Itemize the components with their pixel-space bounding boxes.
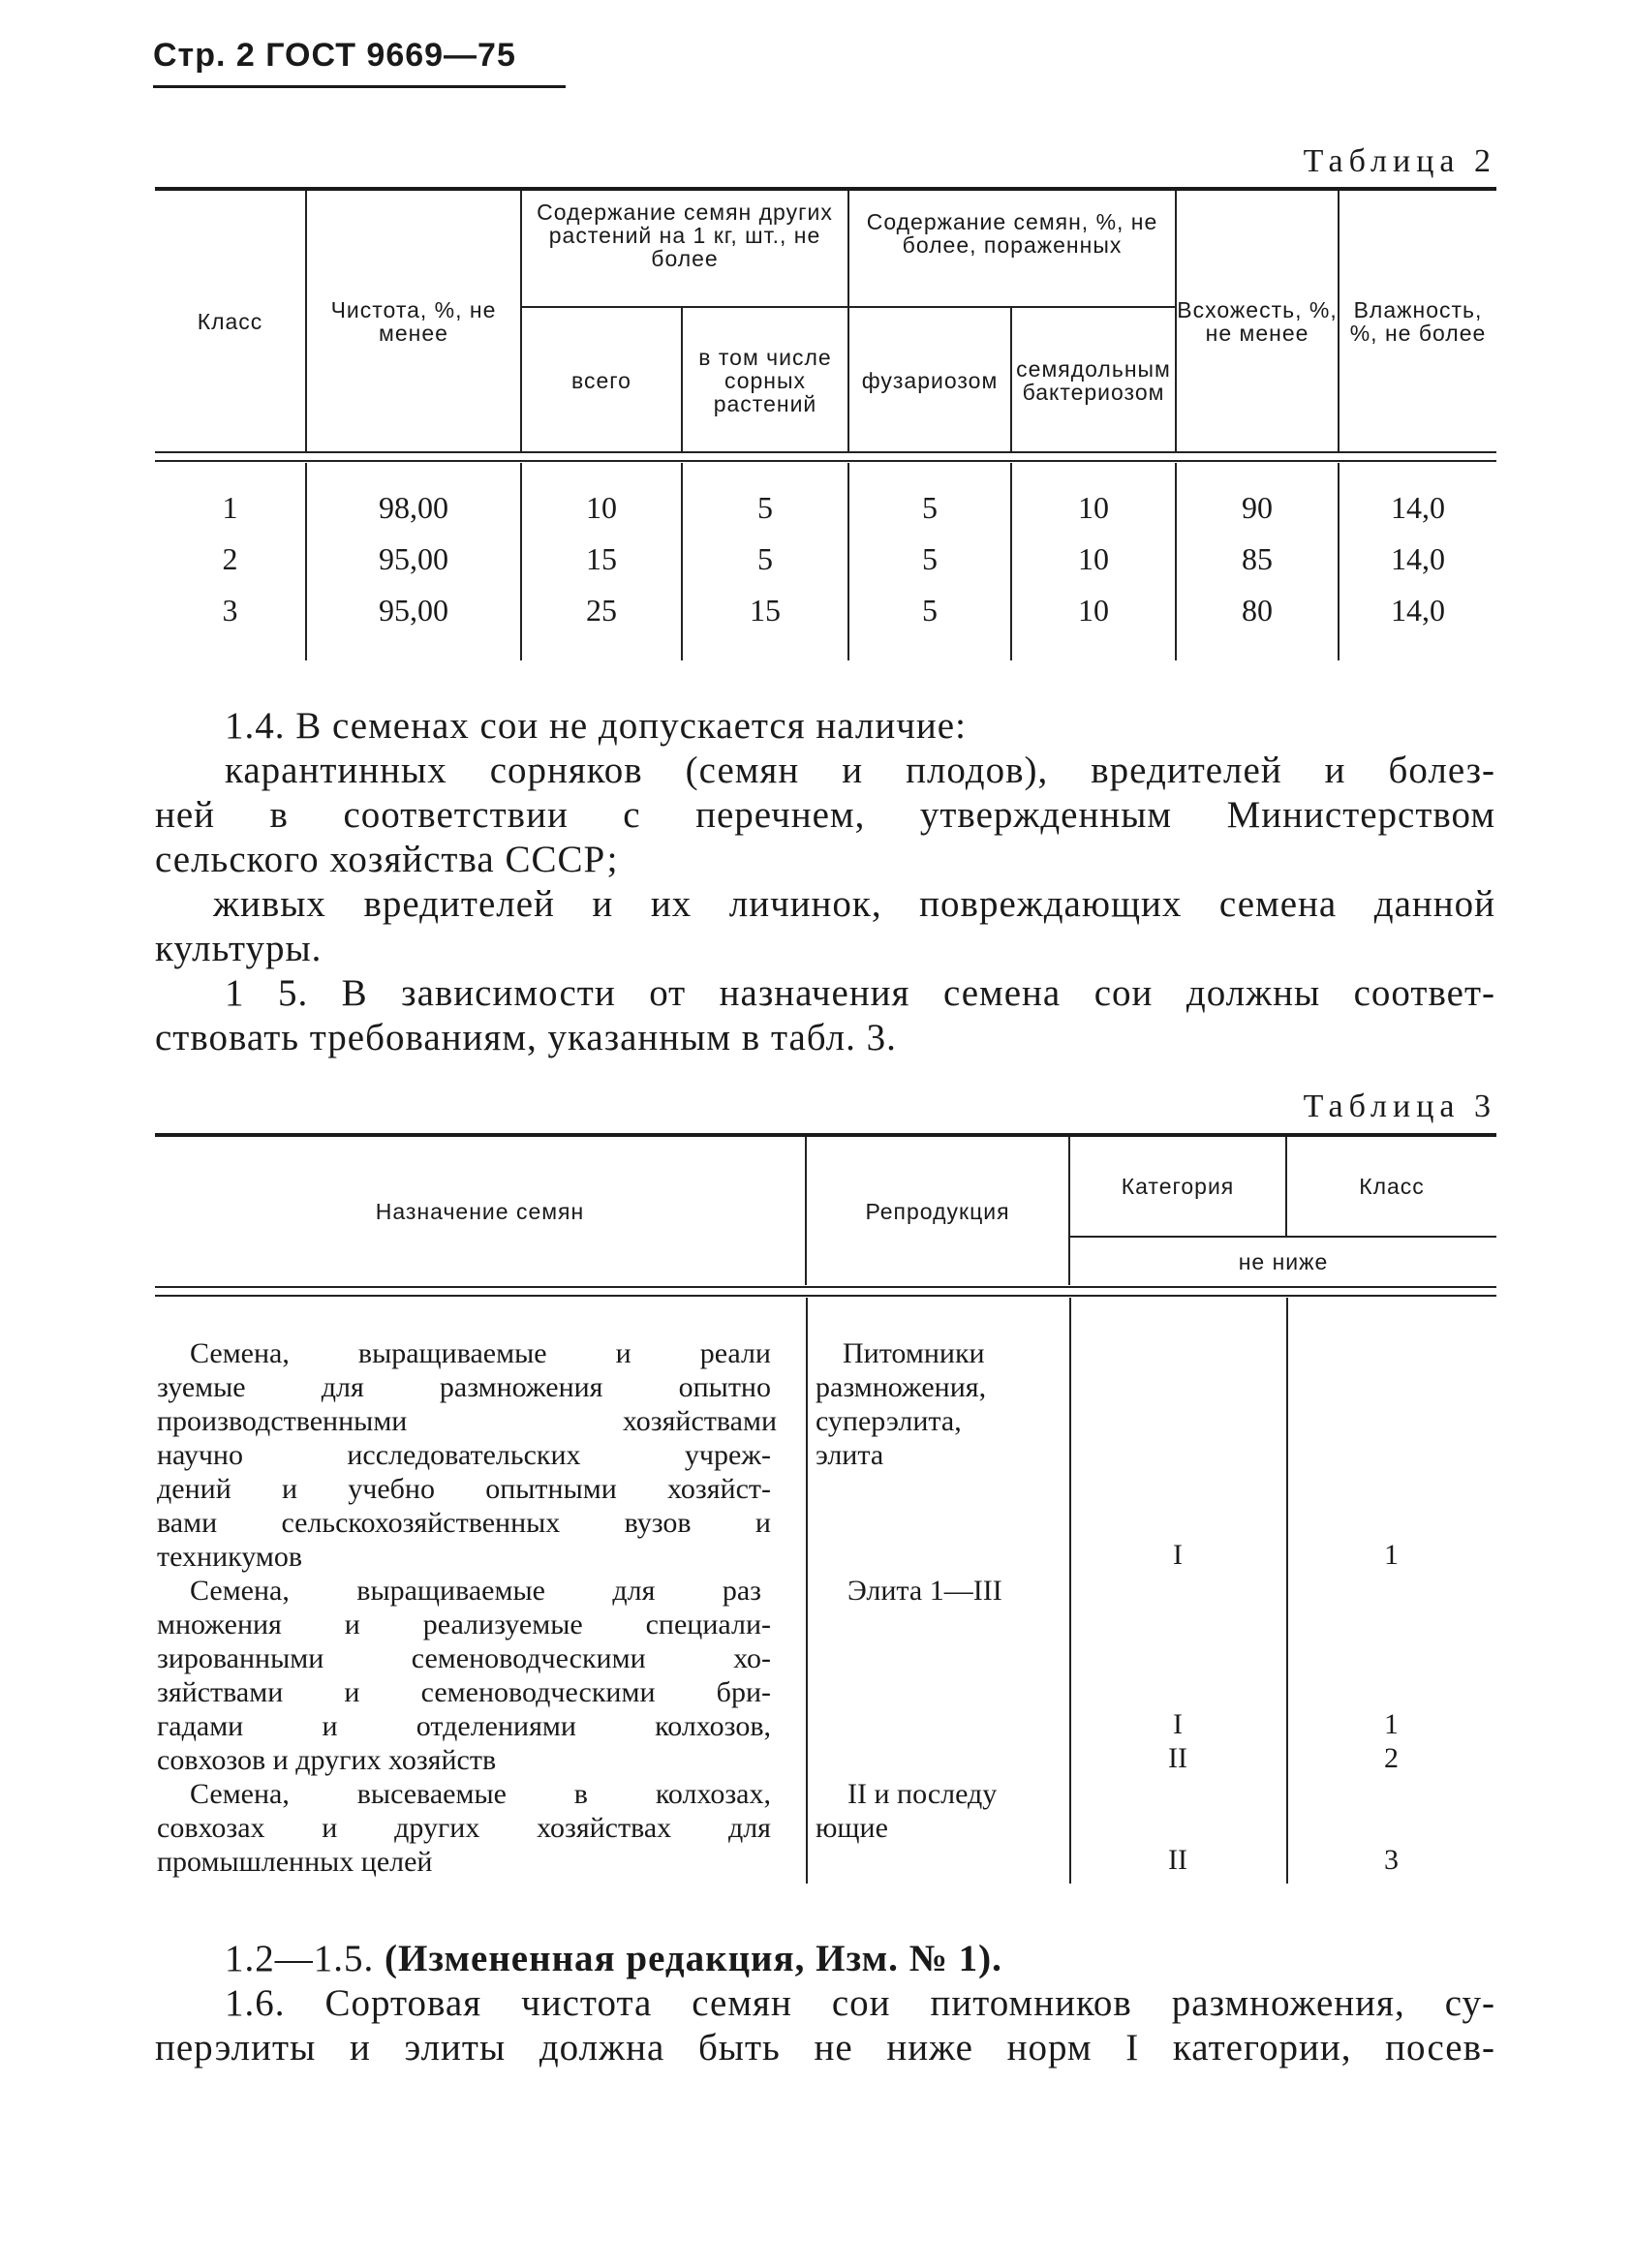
t2-row-1 [155,490,1496,541]
header-rule [153,85,566,88]
t3-purpose-line: техникумов [157,1541,303,1573]
table3-header [155,1133,1496,1285]
t3-head-class: Класс [1286,1135,1496,1237]
t3-purpose-line: Семена, высеваемые в колхозах, [190,1778,771,1810]
t3-reproduction-line: Элита 1—III [847,1575,1002,1607]
t2-cell-fusarium: 5 [848,541,1011,593]
t2-cell-moisture: 14,0 [1339,541,1496,593]
t3-reproduction-line: размножения, [816,1371,987,1403]
t2-cell-moisture: 14,0 [1339,490,1496,541]
para-1-6: 1.6. Сортовая чистота семян сои питомников размножения, су- [225,1982,1495,2024]
t2-cell-class: 2 [222,541,238,576]
t3-purpose-line: зированными семеноводческими хо- [157,1642,771,1674]
t3-head-not-lower: не ниже [1069,1237,1496,1285]
t3-reproduction-line: Питомники [843,1337,985,1369]
t2-cell-purity: 95,00 [306,541,521,593]
t2-cell-weeds: 5 [682,490,848,541]
t2-cell-weeds: 5 [682,541,848,593]
t3-class: 1 [1384,1708,1399,1740]
t3-head-purpose: Назначение семян [375,1198,585,1224]
para-line: ней в соответствии с перечнем, утвержденным Министерством [155,794,1495,836]
table3-caption: Таблица 3 [1303,1088,1496,1124]
t2-cell-germination: 80 [1176,593,1339,660]
t3-col-divider [806,1298,808,1884]
t3-purpose-line: зуемые для размножения опытно [157,1371,771,1403]
t3-category: I [1173,1708,1183,1740]
t3-col-divider [1069,1298,1071,1884]
t2-cell-weeds: 15 [682,593,848,660]
t2-cell-total: 25 [521,593,682,660]
t3-purpose-line: зяйствами и семеноводческими бри- [157,1676,771,1708]
para-line: культуры. [155,928,323,969]
t3-purpose-line: Семена, выращиваемые и реали [190,1337,771,1369]
t3-category: II [1168,1742,1187,1774]
t3-purpose-line: совхозах и других хозяйствах для [157,1812,771,1844]
t2-cell-germination: 90 [1176,490,1339,541]
t2-cell-bacteriosis: 10 [1011,593,1176,660]
page-header: Стр. 2 ГОСТ 9669—75 [153,37,516,74]
t3-reproduction-line: суперэлита, [816,1405,962,1437]
t2-cell-total: 10 [521,490,682,541]
t3-reproduction-line: II и последу [847,1778,998,1810]
table2-header [155,187,1496,452]
para-line: перэлиты и элиты должна быть не ниже норм I категории, посев- [155,2027,1495,2069]
amendment-number: 1.2—1.5. [225,1938,375,1979]
t2-cell-bacteriosis: 10 [1011,541,1176,593]
t2-head-germination: Всхожесть, %, не менее [1176,189,1339,452]
table2-body [155,463,1496,660]
t2-cell-moisture: 14,0 [1339,593,1496,660]
t3-category: I [1173,1539,1183,1571]
t2-row-2 [155,541,1496,593]
t2-row-3 [155,593,1496,660]
t2-head-affected: Содержание семян, %, не более, пораженных [848,189,1176,307]
t3-purpose-line: множения и реализуемые специали- [157,1609,771,1640]
t2-cell-class: 1 [222,490,238,525]
t2-cell-fusarium: 5 [848,490,1011,541]
t3-purpose-line: дений и учебно опытными хозяйст- [157,1473,771,1505]
para-line: сельского хозяйства СССР; [155,839,619,880]
t3-class: 1 [1384,1539,1399,1571]
t3-category: II [1168,1844,1187,1876]
t3-head-reproduction: Репродукция [806,1135,1069,1285]
amendment-note [225,1937,1002,1981]
table3-header-rule [155,1286,1496,1297]
table2-header-rule [155,451,1496,462]
para-line: живых вредителей и их личинок, повреждающих семена данной [213,883,1495,925]
t3-class: 3 [1384,1844,1399,1876]
t3-purpose-line: научно исследовательских учреж- [157,1439,771,1471]
t2-head-moisture: Влажность, %, не более [1339,189,1496,452]
t2-cell-purity: 95,00 [306,593,521,660]
t3-purpose-line: Семена, выращиваемые для раз [190,1575,761,1607]
t2-head-other-seeds: Содержание семян других растений на 1 кг, шт., не более [521,189,848,307]
para-line: карантинных сорняков (семян и плодов), вредителей и болез- [225,750,1495,791]
t3-reproduction-line: элита [816,1439,884,1471]
amendment-text: (Измененная редакция, Изм. № 1). [385,1938,1002,1979]
t3-purpose-line: производственными хозяйствами [157,1405,777,1437]
t2-head-other-weeds: в том числе сорных растений [682,307,848,452]
t3-reproduction-line: ющие [816,1812,888,1844]
para-1-4: 1.4. В семенах сои не допускается наличие: [225,705,967,747]
table2-caption: Таблица 2 [1303,143,1496,179]
para-line: ствовать требованиям, указанным в табл. 3. [155,1017,897,1058]
t2-head-bacteriosis: семядольным бактериозом [1011,307,1176,452]
t3-head-category: Категория [1069,1135,1286,1237]
t3-purpose-line: вами сельскохозяйственных вузов и [157,1507,771,1539]
t2-cell-bacteriosis: 10 [1011,490,1176,541]
t3-purpose-line: гадами и отделениями колхозов, [157,1710,771,1742]
para-1-5: 1 5. В зависимости от назначения семена сои должны соответ- [225,972,1495,1014]
t2-head-fusarium: фузариозом [848,307,1011,452]
t2-cell-class: 3 [222,593,238,628]
t2-cell-purity: 98,00 [306,490,521,541]
t2-cell-total: 15 [521,541,682,593]
t3-purpose-line: промышленных целей [157,1846,433,1878]
t2-head-class: Класс [197,309,263,334]
t2-cell-fusarium: 5 [848,593,1011,660]
t2-head-purity: Чистота, %, не менее [306,189,521,452]
t3-col-divider [1286,1298,1288,1884]
t3-class: 2 [1384,1742,1399,1774]
t2-cell-germination: 85 [1176,541,1339,593]
t2-head-other-total: всего [521,307,682,452]
t3-purpose-line: совхозов и других хозяйств [157,1744,497,1776]
